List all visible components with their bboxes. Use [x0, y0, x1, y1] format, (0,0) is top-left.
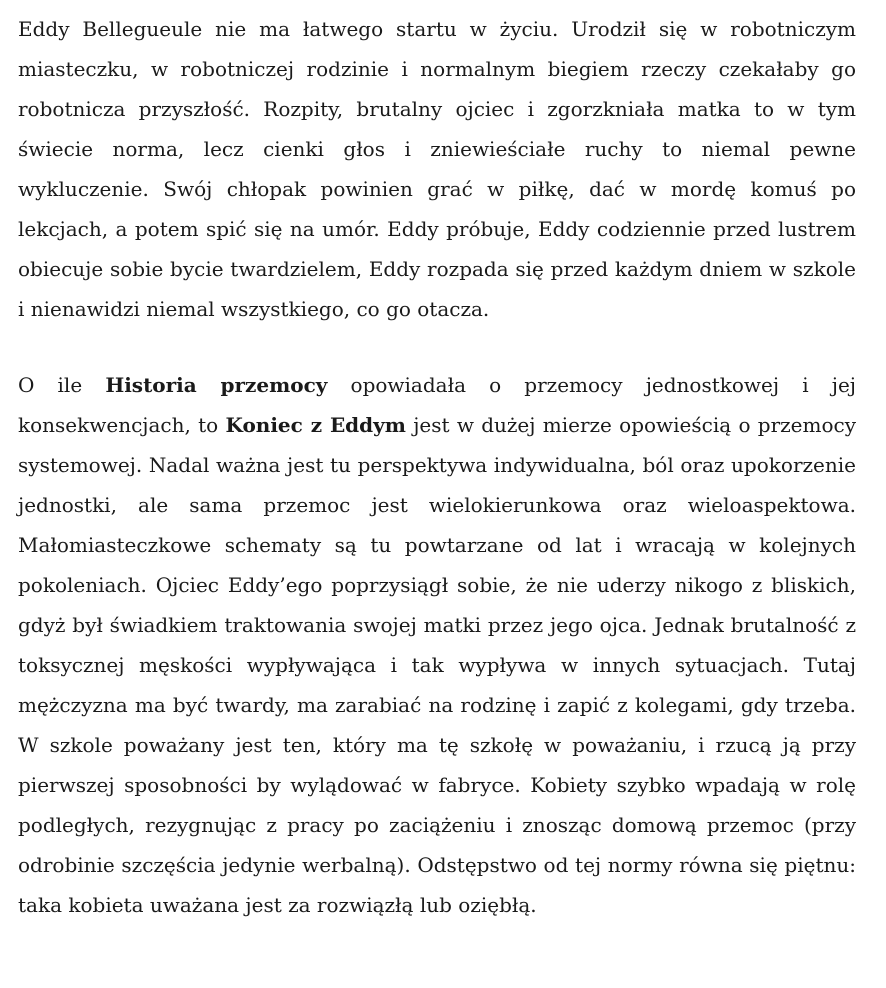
paragraph-intro: [18, 9, 856, 329]
paragraph-analysis-text-b: opowiadała o przemocy jednostkowej i jej konsekwencjach, to: [18, 373, 856, 437]
book-title-historia-przemocy: Historia przemocy: [105, 373, 328, 397]
article-body: [18, 9, 856, 925]
paragraph-intro-text: Eddy Bellegueule nie ma łatwego startu w życiu. Urodził się w robotniczym miasteczku, w robotniczej rodzinie i normalnym biegiem rzeczy czekałaby go robotnicza przyszłość. Rozpity, brutalny ojciec i zgorzkniała matka to w tym świecie norma, lecz cienki głos i zniewieściałe ruchy to niemal pewne wykluczenie. Swój chłopak powinien grać w piłkę, dać w mordę komuś po lekcjach, a potem spić się na umór. Eddy próbuje, Eddy codziennie przed lustrem obiecuje sobie bycie twardzielem, Eddy rozpada się przed każdym dniem w szkole i nienawidzi niemal wszystkiego, co go otacza.: [18, 17, 856, 321]
paragraph-analysis-text-c: jest w dużej mierze opowieścią o przemocy systemowej. Nadal ważna jest tu perspektywa indywidualna, ból oraz upokorzenie jednostki, ale sama przemoc jest wielokierunkowa oraz wieloaspektowa. Małomiasteczkowe schematy są tu powtarzane od lat i wracają w kolejnych pokoleniach. Ojciec Eddy’ego poprzysiągł sobie, że nie uderzy nikogo z bliskich, gdyż był świadkiem traktowania swojej matki przez jego ojca. Jednak brutalność z toksycznej męskości wypływająca i tak wypływa w innych sytuacjach. Tutaj mężczyzna ma być twardy, ma zarabiać na rodzinę i zapić z kolegami, gdy trzeba. W szkole poważany jest ten, który ma tę szkołę w poważaniu, i rzucą ją przy pierwszej sposobności by wylądować w fabryce. Kobiety szybko wpadają w rolę podległych, rezygnując z pracy po zaciążeniu i znosząc domową przemoc (przy odrobinie szczęścia jedynie werbalną). Odstępstwo od tej normy równa się piętnu: taka kobieta uważana jest za rozwiązłą lub oziębłą.: [18, 413, 857, 917]
book-title-koniec-z-eddym: Koniec z Eddym: [225, 413, 406, 437]
paragraph-analysis-text-a: O ile: [18, 373, 106, 397]
paragraph-analysis: [18, 365, 856, 925]
